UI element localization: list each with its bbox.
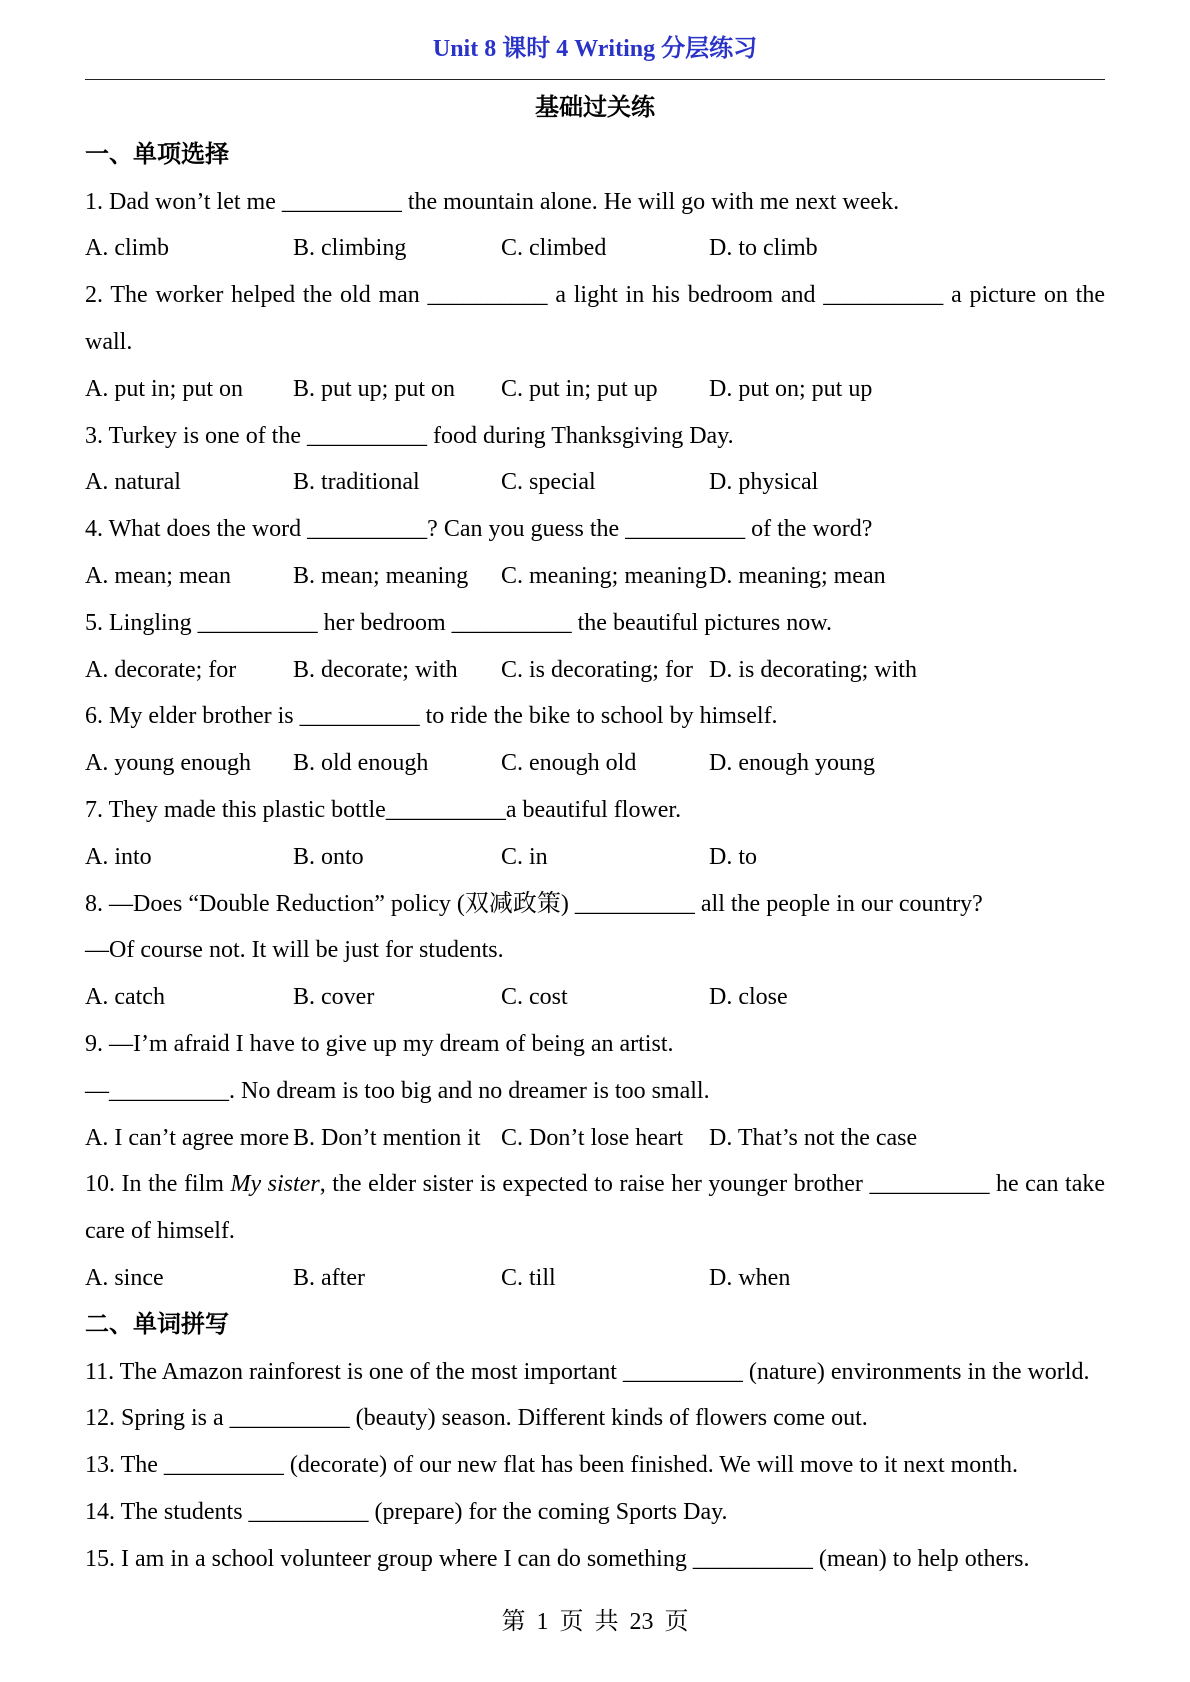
- section-heading-word-spelling: 二、单词拼写: [85, 1311, 229, 1338]
- question-9-option-d: D. That’s not the case: [709, 1124, 918, 1151]
- question-6-option-b: B. old enough: [293, 750, 429, 777]
- unit-title: Unit 8 课时 4 Writing 分层练习: [432, 36, 758, 62]
- question-1-stem: 1. Dad won’t let me __________ the mountain alone. He will go with me next week.: [85, 188, 900, 215]
- question-6: [85, 693, 1105, 787]
- question-10-option-d: D. when: [709, 1264, 791, 1291]
- question-10-stem-before: 10. In the film: [85, 1171, 231, 1198]
- question-3-options: [85, 459, 1105, 506]
- question-4-stem: 4. What does the word __________? Can you guess the __________ of the word?: [85, 516, 873, 543]
- question-4-option-c: C. meaning; meaning: [501, 562, 707, 589]
- question-8-option-d: D. close: [709, 984, 788, 1011]
- page-number-footer: 第 1 页 共 23 页: [501, 1609, 689, 1635]
- question-10-option-a: A. since: [85, 1264, 164, 1291]
- question-6-option-d: D. enough young: [709, 750, 875, 777]
- question-7-stem: 7. They made this plastic bottle__________a beautiful flower.: [85, 796, 682, 823]
- question-5-option-a: A. decorate; for: [85, 656, 237, 683]
- question-10: [85, 1161, 1105, 1301]
- question-1-option-d: D. to climb: [709, 235, 818, 262]
- question-1-options: [85, 225, 1105, 272]
- question-7-option-c: C. in: [501, 843, 548, 870]
- question-2-option-a: A. put in; put on: [85, 375, 244, 402]
- question-9-stem-line-2: —__________. No dream is too big and no dreamer is too small.: [85, 1077, 710, 1104]
- section-heading-multiple-choice: 一、单项选择: [85, 141, 229, 168]
- question-3-option-c: C. special: [501, 469, 596, 496]
- question-13: 13. The __________ (decorate) of our new flat has been finished. We will move to it next month.: [85, 1452, 1018, 1479]
- question-5-option-d: D. is decorating; with: [709, 656, 917, 683]
- question-8-stem-line-2: —Of course not. It will be just for students.: [85, 937, 504, 964]
- question-10-stem-line-2: care of himself.: [85, 1218, 235, 1245]
- question-5-option-b: B. decorate; with: [293, 656, 458, 683]
- practice-title: 基础过关练: [535, 95, 655, 121]
- question-7-option-d: D. to: [709, 843, 757, 870]
- question-10-options: [85, 1255, 1105, 1302]
- question-10-stem-after: , the elder sister is expected to raise her younger brother __________ he can take: [319, 1171, 1105, 1198]
- question-9-stem-line-1: 9. —I’m afraid I have to give up my dream of being an artist.: [85, 1030, 674, 1057]
- question-4-options: [85, 553, 1105, 600]
- question-8-option-c: C. cost: [501, 984, 568, 1011]
- question-2-option-b: B. put up; put on: [293, 375, 456, 402]
- question-10-option-c: C. till: [501, 1264, 556, 1291]
- question-8-option-a: A. catch: [85, 984, 165, 1011]
- question-1-option-c: C. climbed: [501, 235, 607, 262]
- question-6-stem: 6. My elder brother is __________ to ride the bike to school by himself.: [85, 703, 778, 730]
- question-6-options: [85, 740, 1105, 787]
- question-10-option-b: B. after: [293, 1264, 365, 1291]
- question-3-stem: 3. Turkey is one of the __________ food during Thanksgiving Day.: [85, 422, 734, 449]
- question-2-option-d: D. put on; put up: [709, 375, 873, 402]
- question-2-options: [85, 366, 1105, 413]
- worksheet-content: [85, 85, 1105, 1583]
- question-2: [85, 272, 1105, 412]
- question-15: 15. I am in a school volunteer group where I can do something __________ (mean) to help others.: [85, 1545, 1030, 1572]
- question-3-option-a: A. natural: [85, 469, 181, 496]
- question-9-option-c: C. Don’t lose heart: [501, 1124, 684, 1151]
- question-3: [85, 413, 1105, 507]
- question-9-option-b: B. Don’t mention it: [293, 1124, 481, 1151]
- question-6-option-c: C. enough old: [501, 750, 637, 777]
- question-7-options: [85, 834, 1105, 881]
- question-2-stem-line-2: wall.: [85, 328, 133, 355]
- question-10-stem-line-1: [85, 1161, 1105, 1208]
- question-11: 11. The Amazon rainforest is one of the most important __________ (nature) environments in the world.: [85, 1358, 1090, 1385]
- question-7-option-b: B. onto: [293, 843, 364, 870]
- question-12: 12. Spring is a __________ (beauty) season. Different kinds of flowers come out.: [85, 1405, 868, 1432]
- question-8: [85, 881, 1105, 1021]
- question-3-option-d: D. physical: [709, 469, 819, 496]
- question-9-option-a: A. I can’t agree more: [85, 1124, 290, 1151]
- question-4-option-d: D. meaning; mean: [709, 562, 886, 589]
- header-rule: [85, 79, 1105, 80]
- question-5-options: [85, 647, 1105, 694]
- question-4: [85, 506, 1105, 600]
- question-7-option-a: A. into: [85, 843, 152, 870]
- question-5: [85, 600, 1105, 694]
- question-8-options: [85, 974, 1105, 1021]
- question-5-option-c: C. is decorating; for: [501, 656, 693, 683]
- question-9-options: [85, 1115, 1105, 1162]
- question-6-option-a: A. young enough: [85, 750, 251, 777]
- film-title: My sister: [230, 1171, 320, 1198]
- question-1: [85, 179, 1105, 273]
- question-5-stem: 5. Lingling __________ her bedroom __________ the beautiful pictures now.: [85, 609, 832, 636]
- question-1-option-a: A. climb: [85, 235, 169, 262]
- question-4-option-b: B. mean; meaning: [293, 562, 469, 589]
- question-2-stem-line-1: 2. The worker helped the old man __________ a light in his bedroom and __________ a picture on the: [85, 282, 1105, 309]
- question-9: [85, 1021, 1105, 1161]
- question-1-option-b: B. climbing: [293, 235, 407, 262]
- question-2-option-c: C. put in; put up: [501, 375, 658, 402]
- question-7: [85, 787, 1105, 881]
- question-4-option-a: A. mean; mean: [85, 562, 231, 589]
- question-14: 14. The students __________ (prepare) for the coming Sports Day.: [85, 1498, 728, 1525]
- question-8-option-b: B. cover: [293, 984, 375, 1011]
- question-8-stem-line-1: 8. —Does “Double Reduction” policy (双减政策) __________ all the people in our country?: [85, 890, 983, 917]
- question-3-option-b: B. traditional: [293, 469, 420, 496]
